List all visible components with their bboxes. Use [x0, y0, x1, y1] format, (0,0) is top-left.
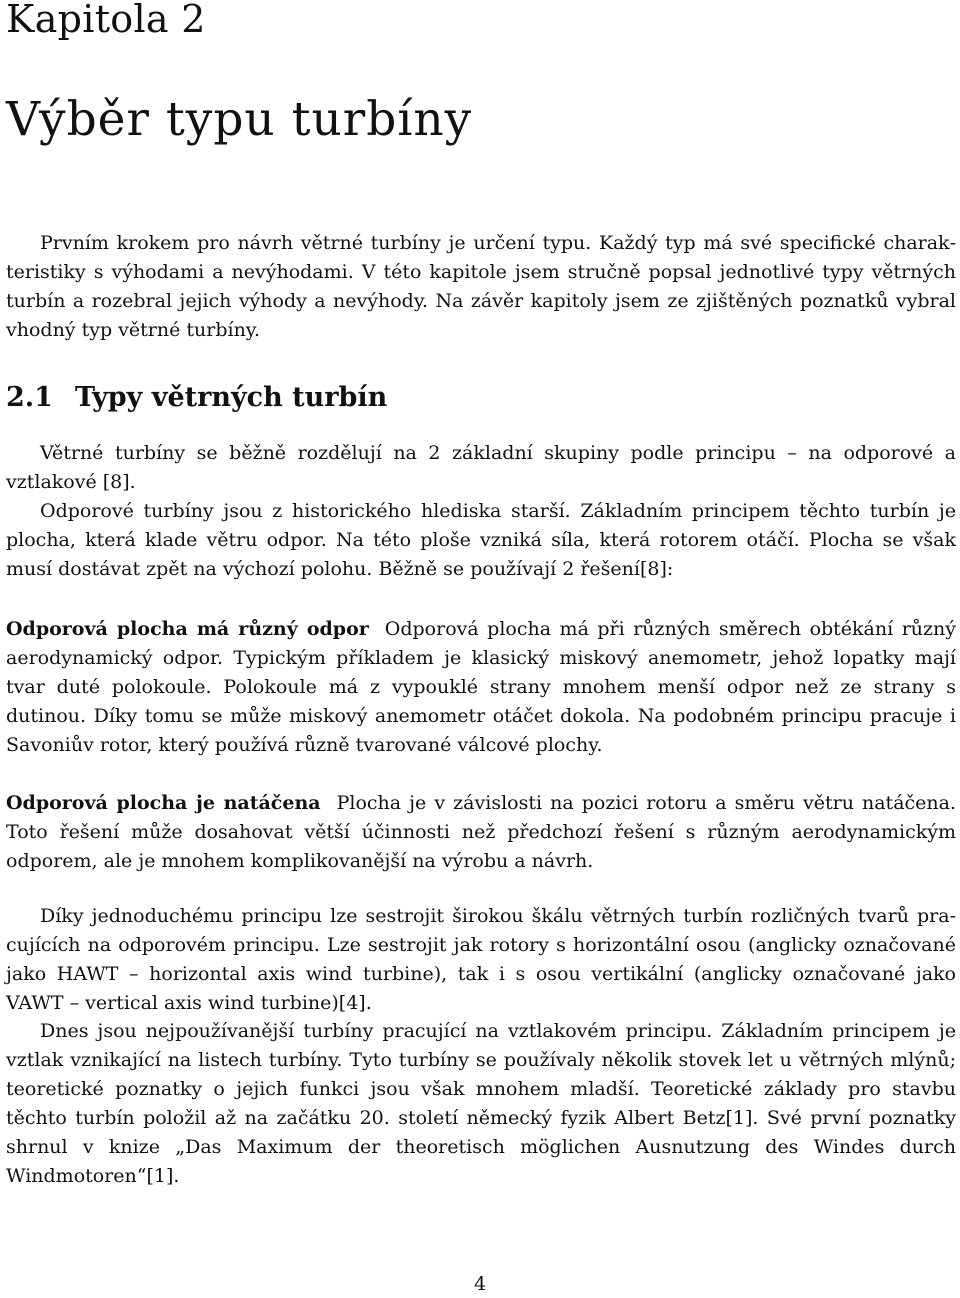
chapter-label: Kapitola 2 [6, 0, 206, 41]
paragraph-drag-turbines: Odporové turbíny jsou z historického hlediska starší. Základním principem těchto turbín je plocha, která klade větru odpor. Na této ploše vzniká síla, která rotorem otáčí. Plocha se však musí dostávat zpět na výchozí polohu. Běžně se používají 2 řešení[8]: [6, 500, 956, 580]
section-number: 2.1 [6, 382, 53, 413]
list-item-term: Odporová plocha je natáčena [6, 792, 321, 814]
intro-paragraph: Prvním krokem pro návrh větrné turbíny je určení typu. Každý typ má své specifické charakteristiky s výhodami a nevýhodami. V této kapitole jsem stručně popsal jednotlivé typy větrných turbín a rozebral jejich výhody a nevýhody. Na závěr kapitoly jsem ze zjištěných poznatků vybral vhodný typ větrné turbíny. [6, 232, 956, 341]
paragraph-lift-turbines: Dnes jsou nejpoužívanější turbíny pracující na vztlakovém principu. Základním principem je vztlak vznikající na listech turbíny. Tyto turbíny se používaly několik stovek let u větrných mlýnů; teoretické poznatky o jejich funkci jsou však mnohem mladší. Teoretické základy pro stavbu těchto turbín položil až na začátku 20. století německý fyzik Albert Betz[1]. Své první poznatky shrnul v knize „Das Maximum der theoretisch möglichen Ausnutzung des Windes durch Windmotoren“[1]. [6, 1020, 956, 1187]
section-title: Typy větrných turbín [74, 382, 388, 413]
chapter-title: Výběr typu turbíny [6, 92, 473, 147]
section-heading [6, 380, 387, 416]
list-item-rotated-surface [6, 789, 956, 876]
list-item-term: Odporová plocha má různý odpor [6, 618, 369, 640]
page-number: 4 [473, 1273, 487, 1295]
list-item-text: Plocha je v závislosti na pozici rotoru a směru větru natáčena. Toto řešení může dosahovat větší účinnosti než předchozí řešení s různým aerodynamickým odporem, ale je mnohem komplikovanější na výrobu a návrh. [6, 792, 957, 872]
list-item-text: Odporová plocha má při různých směrech obtékání různý aerodynamický odpor. Typickým příkladem je klasický miskový anemometr, jehož lopatky mají tvar duté polokoule. Polokoule má z vypouklé strany mnohem menší odpor než ze strany s dutinou. Díky tomu se může miskový anemometr otáčet dokola. Na podobném principu pracuje i Savoniův rotor, který používá různě tvarované válcové plochy. [6, 618, 956, 756]
list-item-varying-drag [6, 615, 956, 760]
paragraph-simple-principle: Díky jednoduchému principu lze sestrojit širokou škálu větrných turbín rozličných tvarů pracujících na odporovém principu. Lze sestrojit jak rotory s horizontální osou (anglicky označované jako HAWT – horizontal axis wind turbine), tak i s osou vertikální (anglicky označované jako VAWT – vertical axis wind turbine)[4]. [6, 905, 956, 1014]
paragraph-turbine-groups: Větrné turbíny se běžně rozdělují na 2 základní skupiny podle principu – na odporové a vztlakové [8]. [6, 442, 956, 493]
